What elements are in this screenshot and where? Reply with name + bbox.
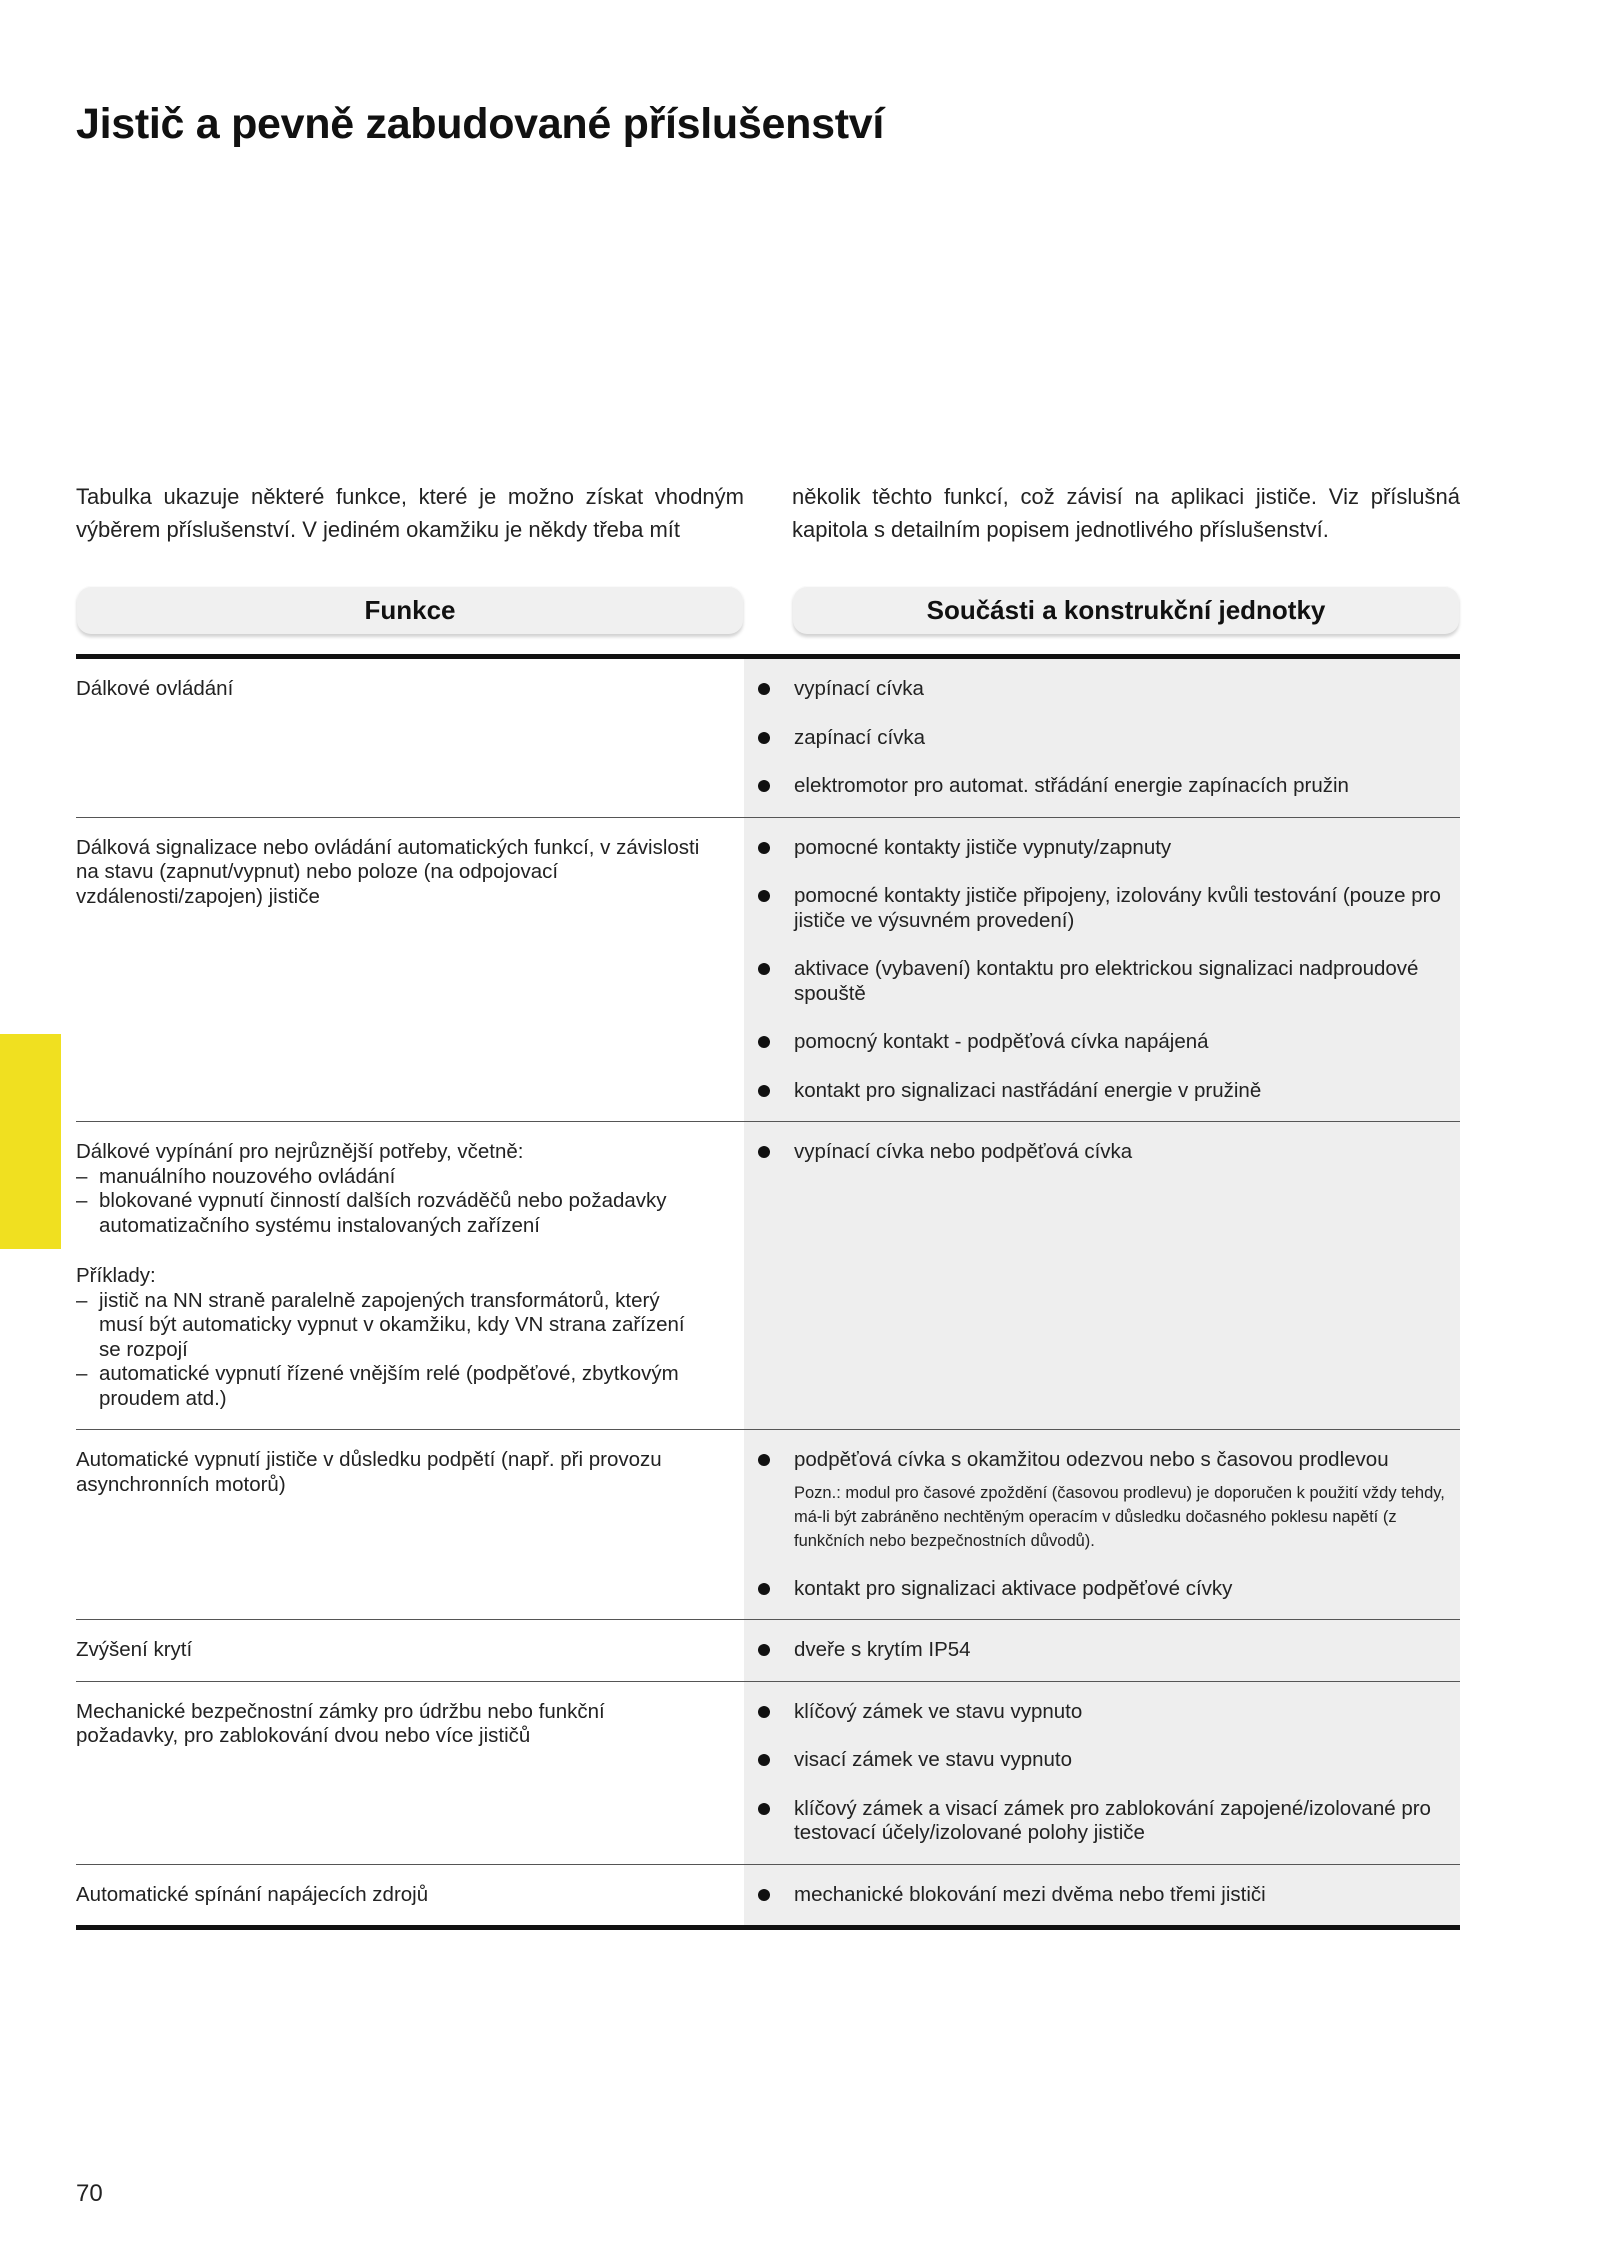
component-text: kontakt pro signalizaci nastřádání energie v pružině <box>794 1078 1262 1102</box>
table-row <box>76 1865 1460 1926</box>
component-text: dveře s krytím IP54 <box>794 1638 971 1661</box>
component-list-item <box>758 1748 1446 1773</box>
bullet-icon <box>758 1754 770 1766</box>
bullet-icon <box>758 1583 770 1595</box>
function-dash-item <box>76 1289 704 1363</box>
component-cell <box>744 1122 1460 1429</box>
component-text: visací zámek ve stavu vypnuto <box>794 1748 1073 1771</box>
dash-marker: – <box>76 1362 88 1385</box>
function-cell <box>76 1865 744 1926</box>
dash-marker: – <box>76 1288 88 1312</box>
dash-marker: – <box>76 1164 88 1188</box>
bullet-icon <box>758 890 770 902</box>
bullet-icon <box>758 842 770 854</box>
bullet-icon <box>758 1085 770 1097</box>
component-list-item <box>758 836 1446 861</box>
dash-marker: – <box>76 1189 88 1212</box>
component-list-item <box>758 1448 1446 1553</box>
function-text: Dálkové ovládání <box>76 677 234 700</box>
component-text: klíčový zámek a visací zámek pro zablokování zapojené/izolované pro testovací účely/izolované polohy jističe <box>794 1796 1431 1844</box>
functions-column-header: Funkce <box>77 586 743 634</box>
component-list-item <box>758 774 1446 799</box>
function-text: Dálková signalizace nebo ovládání automatických funkcí, v závislosti na stavu (zapnut/vypnut) nebo poloze (na odpojovací vzdálenosti/zapojen) jističe <box>76 835 700 908</box>
component-note: Pozn.: modul pro časové zpoždění (časovou prodlevu) je doporučen k použití vždy tehdy, má-li být zabráněno nechtěným operacím v důsledku dočasného poklesu napětí (z funkčních nebo bezpečnostních důvodů). <box>794 1483 1445 1550</box>
bullet-icon <box>758 1889 770 1901</box>
component-list-item <box>758 884 1446 933</box>
function-text: Automatické vypnutí jističe v důsledku podpětí (např. při provozu asynchronních motorů) <box>76 1448 662 1496</box>
spacer <box>76 1238 704 1264</box>
component-text: pomocný kontakt - podpěťová cívka napájená <box>794 1030 1209 1053</box>
component-cell <box>744 1865 1460 1926</box>
component-text: elektromotor pro automat. střádání energie zapínacích pružin <box>794 774 1349 797</box>
bullet-icon <box>758 1146 770 1158</box>
component-text: zapínací cívka <box>794 725 926 749</box>
function-text: Zvýšení krytí <box>76 1638 193 1661</box>
component-text: vypínací cívka <box>794 677 924 700</box>
function-cell <box>76 1682 744 1864</box>
component-cell <box>744 1430 1460 1619</box>
accessories-table <box>76 654 1460 1930</box>
table-row <box>76 659 1460 818</box>
bullet-icon <box>758 1644 770 1656</box>
function-dash-text: blokované vypnutí činností dalších rozváděčů nebo požadavky automatizačního systému instalovaných zařízení <box>99 1189 667 1237</box>
table-row <box>76 1122 1460 1430</box>
function-text: Mechanické bezpečnostní zámky pro údržbu nebo funkční požadavky, pro zablokování dvou nebo více jističů <box>76 1699 605 1747</box>
component-cell <box>744 1620 1460 1681</box>
component-list-item <box>758 1030 1446 1055</box>
intro-paragraph-left: Tabulka ukazuje některé funkce, které je možno získat vhodným výběrem příslušenství. V jediném okamžiku je někdy třeba mít <box>76 484 744 542</box>
bullet-icon <box>758 1454 770 1466</box>
function-dash-text: automatické vypnutí řízené vnějším relé (podpěťové, zbytkovým proudem atd.) <box>99 1362 679 1410</box>
component-cell <box>744 1682 1460 1864</box>
page-title: Jistič a pevně zabudované příslušenství <box>76 100 884 148</box>
component-text: aktivace (vybavení) kontaktu pro elektrickou signalizaci nadproudové spouště <box>794 957 1419 1005</box>
component-list-item <box>758 1079 1446 1104</box>
component-text: pomocné kontakty jističe vypnuty/zapnuty <box>794 835 1172 859</box>
component-text: podpěťová cívka s okamžitou odezvou nebo s časovou prodlevou <box>794 1448 1389 1471</box>
component-text: klíčový zámek ve stavu vypnuto <box>794 1699 1083 1723</box>
component-cell <box>744 818 1460 1122</box>
component-text: mechanické blokování mezi dvěma nebo třemi jističi <box>794 1882 1266 1906</box>
component-list-item <box>758 726 1446 751</box>
function-cell <box>76 1620 744 1681</box>
bullet-icon <box>758 683 770 695</box>
bullet-icon <box>758 1706 770 1718</box>
bullet-icon <box>758 1036 770 1048</box>
function-cell <box>76 1122 744 1429</box>
function-dash-text: manuálního nouzového ovládání <box>99 1164 396 1188</box>
component-list-item <box>758 1883 1446 1908</box>
function-text: Automatické spínání napájecích zdrojů <box>76 1882 429 1906</box>
bullet-icon <box>758 963 770 975</box>
bullet-icon <box>758 780 770 792</box>
component-cell <box>744 659 1460 817</box>
function-dash-item <box>76 1165 704 1190</box>
intro-paragraph-right: několik těchto funkcí, což závisí na aplikaci jističe. Viz příslušná kapitola s detailním popisem jednotlivého příslušenství. <box>792 484 1460 542</box>
component-list-item <box>758 1638 1446 1663</box>
bullet-icon <box>758 1803 770 1815</box>
function-text: Dálkové vypínání pro nejrůznější potřeby, včetně: <box>76 1140 524 1163</box>
component-list-item <box>758 1577 1446 1602</box>
function-dash-text: jistič na NN straně paralelně zapojených transformátorů, který musí být automaticky vypnut v okamžiku, kdy VN strana zařízení se rozpojí <box>99 1288 685 1361</box>
table-row <box>76 1620 1460 1682</box>
component-text: vypínací cívka nebo podpěťová cívka <box>794 1140 1133 1163</box>
table-row <box>76 818 1460 1123</box>
table-row <box>76 1430 1460 1620</box>
function-dash-item <box>76 1362 704 1411</box>
chapter-tab-marker <box>0 1034 61 1249</box>
table-row <box>76 1682 1460 1865</box>
page-number: 70 <box>76 2180 103 2207</box>
function-cell <box>76 818 744 1122</box>
components-column-header: Součásti a konstrukční jednotky <box>793 586 1459 634</box>
component-list-item <box>758 677 1446 702</box>
component-list-item <box>758 1140 1446 1165</box>
component-list-item <box>758 1700 1446 1725</box>
function-cell <box>76 659 744 817</box>
function-dash-item <box>76 1189 704 1238</box>
bullet-icon <box>758 732 770 744</box>
component-list-item <box>758 1797 1446 1846</box>
function-cell <box>76 1430 744 1619</box>
function-text: Příklady: <box>76 1264 156 1287</box>
component-list-item <box>758 957 1446 1006</box>
component-text: pomocné kontakty jističe připojeny, izolovány kvůli testování (pouze pro jističe ve výsuvném provedení) <box>794 884 1441 932</box>
component-text: kontakt pro signalizaci aktivace podpěťové cívky <box>794 1576 1233 1600</box>
